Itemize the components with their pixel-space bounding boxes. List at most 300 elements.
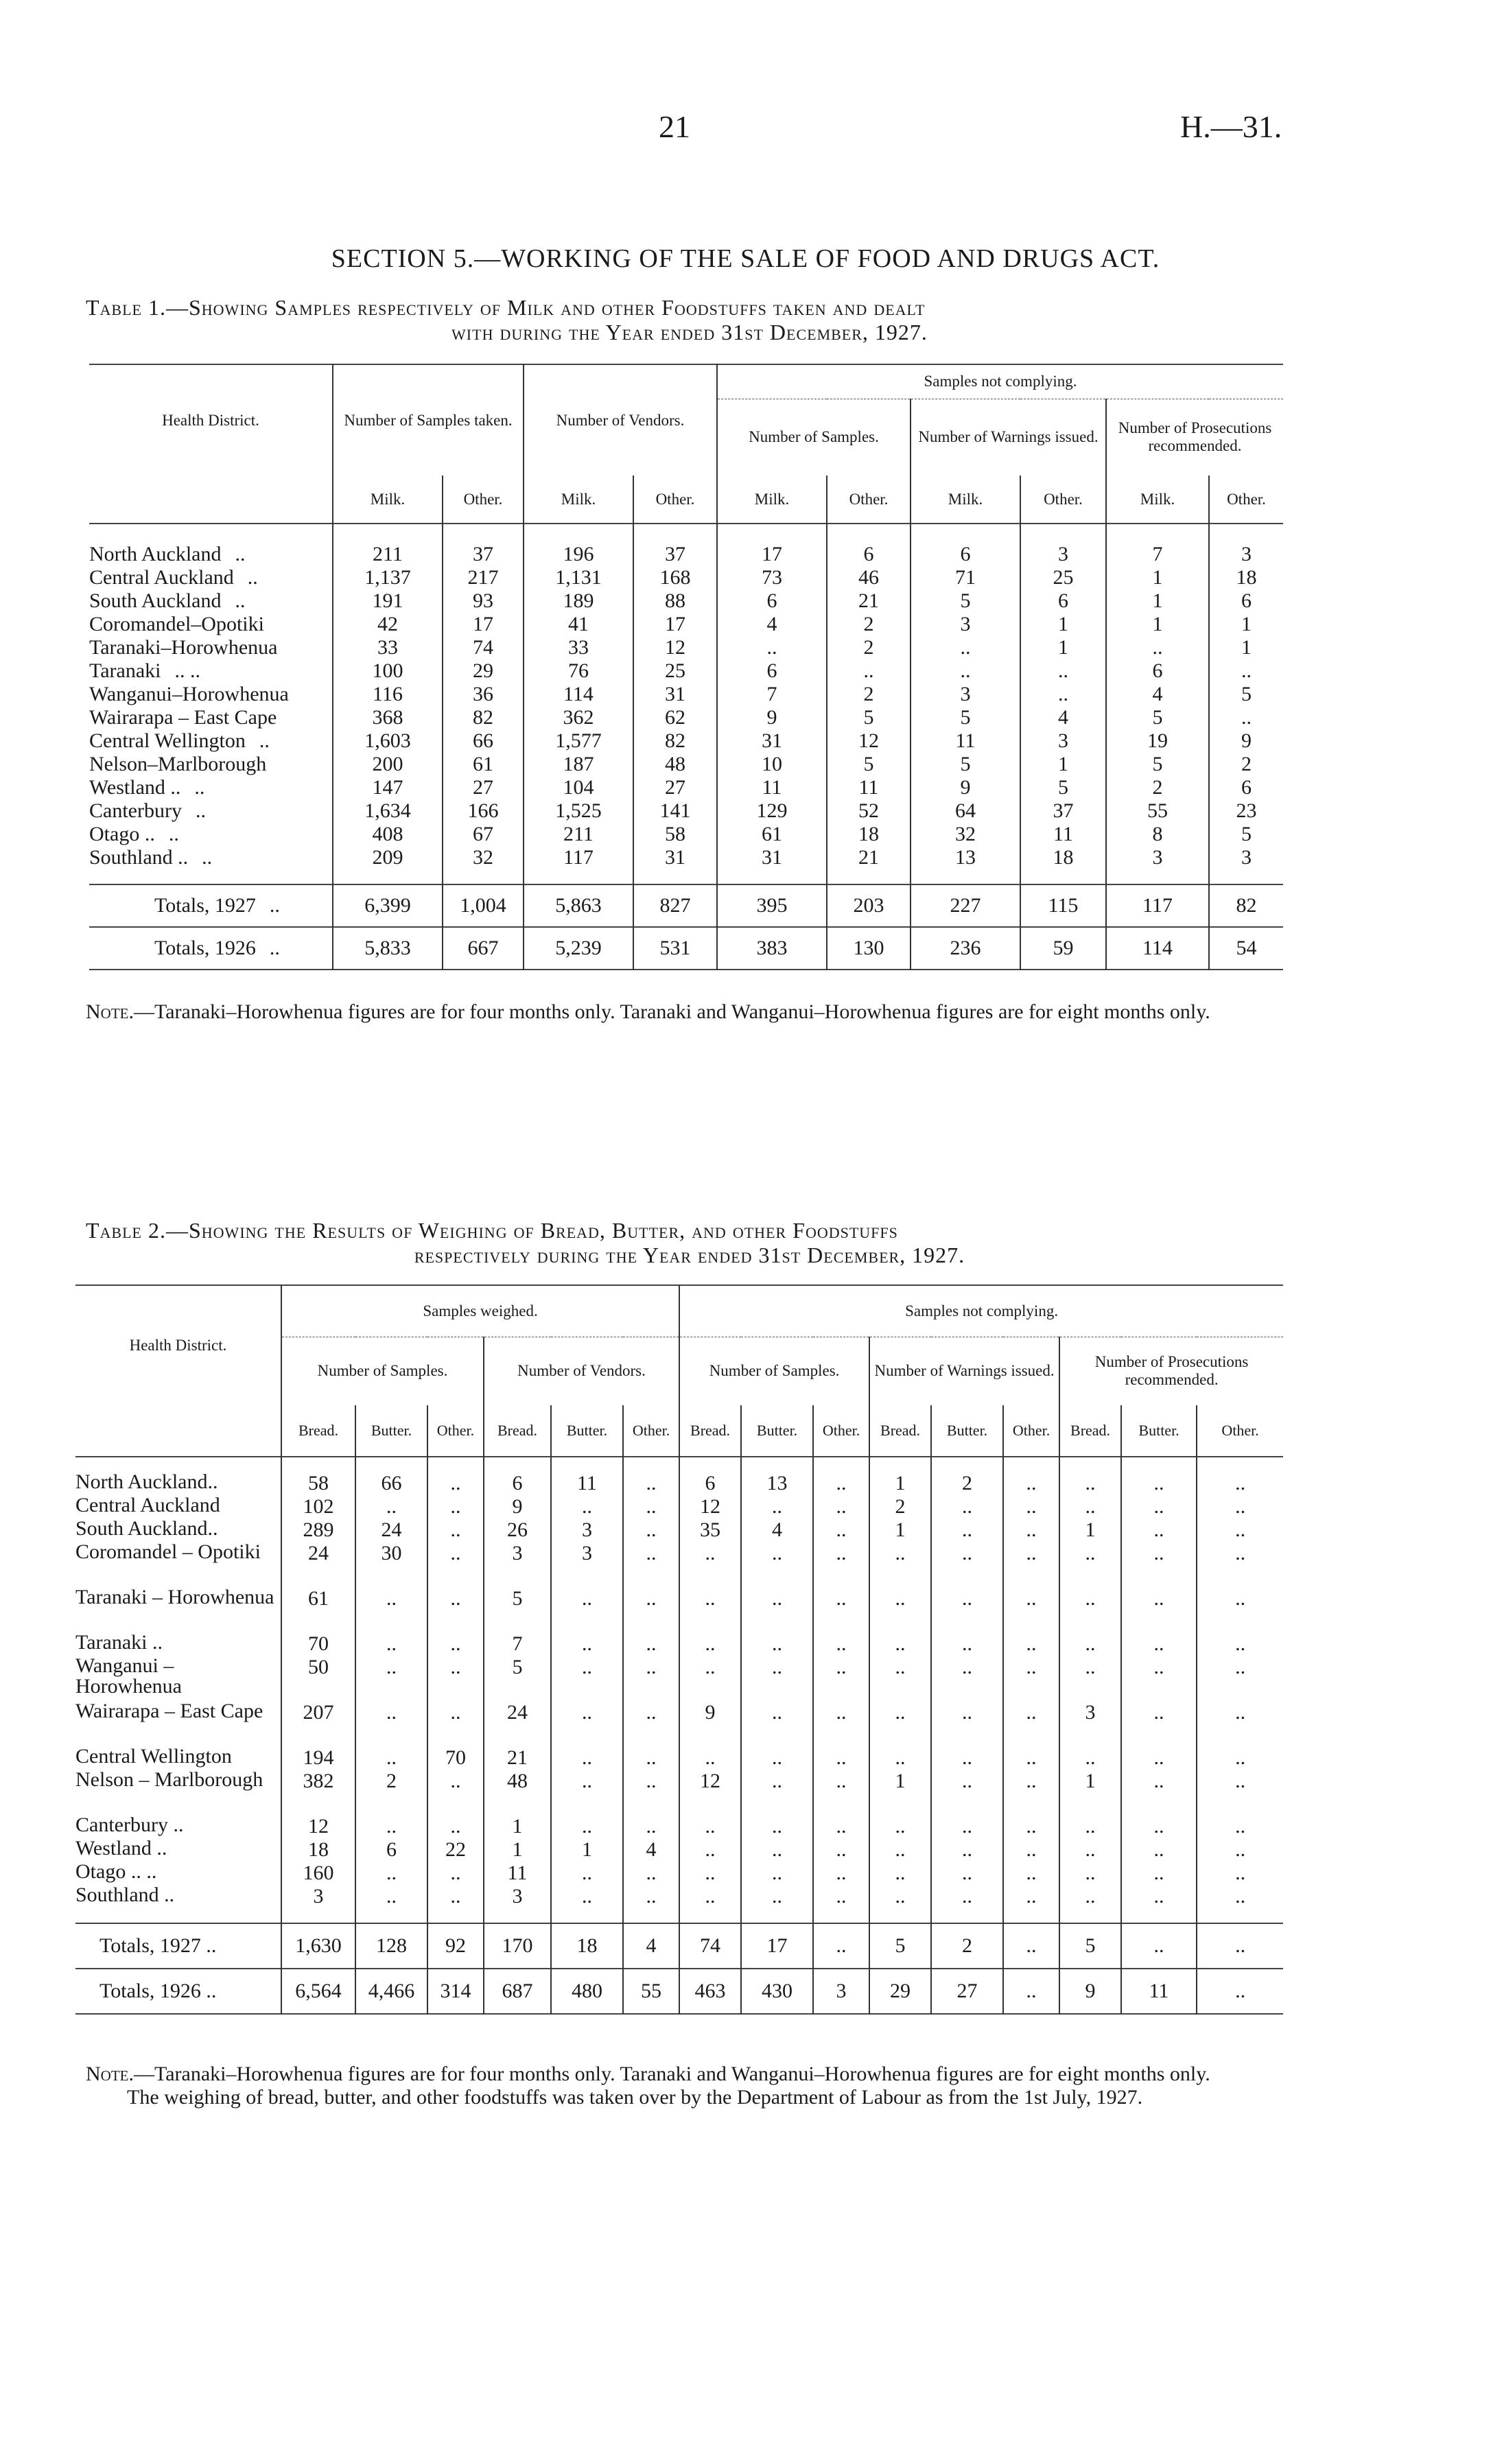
value-cell: 18	[551, 1923, 623, 1969]
value-cell: 1,004	[443, 884, 524, 927]
value-cell: ..	[869, 1746, 931, 1770]
district-name: Westland ..	[89, 776, 181, 799]
value-cell: ..	[679, 1746, 741, 1770]
value-cell: 42	[333, 613, 443, 636]
value-cell: ..	[717, 636, 827, 659]
value-cell: ..	[1003, 1862, 1059, 1885]
district-name: Westland ..	[75, 1837, 167, 1859]
value-cell: ..	[1059, 1862, 1121, 1885]
value-cell: 54	[1209, 927, 1283, 970]
value-cell: ..	[1059, 1495, 1121, 1518]
value-cell: ..	[1121, 1838, 1197, 1862]
value-cell: ..	[869, 1885, 931, 1908]
value-cell: 3	[1209, 543, 1283, 566]
value-cell: 17	[633, 613, 717, 636]
t2-sub-other: Other.	[427, 1405, 484, 1457]
value-cell: 4	[741, 1518, 813, 1542]
value-cell: 4	[623, 1838, 679, 1862]
value-cell: ..	[623, 1495, 679, 1518]
t2-sub-other: Other.	[813, 1405, 869, 1457]
value-cell: 1,131	[524, 566, 633, 589]
value-cell: 5	[1059, 1923, 1121, 1969]
value-cell: ..	[741, 1862, 813, 1885]
value-cell: 6,564	[281, 1969, 355, 2014]
value-cell: 1	[1209, 613, 1283, 636]
t2-sub-bread: Bread.	[484, 1405, 551, 1457]
value-cell: ..	[1003, 1656, 1059, 1701]
value-cell: ..	[679, 1632, 741, 1656]
t2-sub-other: Other.	[1003, 1405, 1059, 1457]
value-cell: ..	[551, 1632, 623, 1656]
district-name: Nelson–Marlborough	[89, 753, 267, 775]
table-row	[89, 799, 1283, 823]
value-cell: 5	[1209, 683, 1283, 706]
value-cell: 211	[524, 823, 633, 846]
district-cell	[89, 636, 333, 659]
value-cell: 27	[931, 1969, 1003, 2014]
value-cell: ..	[1059, 1838, 1121, 1862]
district-name: Coromandel – Opotiki	[75, 1540, 261, 1563]
value-cell: 129	[717, 799, 827, 823]
value-cell: ..	[931, 1862, 1003, 1885]
value-cell: 6	[827, 543, 911, 566]
value-cell: ..	[813, 1885, 869, 1908]
district-cell	[89, 846, 333, 869]
t2-sub-butter: Butter.	[1121, 1405, 1197, 1457]
table2-note	[86, 2063, 1293, 2109]
value-cell: 203	[827, 884, 911, 927]
value-cell: 29	[443, 659, 524, 683]
table-row	[89, 846, 1283, 869]
value-cell: 1,603	[333, 729, 443, 753]
value-cell: 5,833	[333, 927, 443, 970]
value-cell: ..	[1197, 1885, 1283, 1908]
value-cell: 93	[443, 589, 524, 613]
value-cell: 12	[679, 1770, 741, 1815]
value-cell: 11	[1121, 1969, 1197, 2014]
district-cell	[89, 566, 333, 589]
district-cell	[89, 927, 333, 970]
value-cell: ..	[427, 1815, 484, 1838]
value-cell: 117	[524, 846, 633, 869]
value-cell: 1,525	[524, 799, 633, 823]
row-spacer	[89, 524, 1283, 543]
value-cell: ..	[931, 1701, 1003, 1746]
value-cell: ..	[1003, 1923, 1059, 1969]
value-cell: 70	[427, 1746, 484, 1770]
value-cell: ..	[1121, 1542, 1197, 1587]
value-cell: 70	[281, 1632, 355, 1656]
value-cell: ..	[1209, 706, 1283, 729]
value-cell: 18	[827, 823, 911, 846]
value-cell: 64	[911, 799, 1020, 823]
value-cell: 6	[679, 1472, 741, 1495]
value-cell: 166	[443, 799, 524, 823]
value-cell: 2	[1106, 776, 1209, 799]
value-cell: ..	[1003, 1746, 1059, 1770]
district-name: North Auckland	[89, 543, 222, 565]
value-cell: ..	[551, 1495, 623, 1518]
value-cell: 1	[551, 1838, 623, 1862]
t1-sub-milk: Milk.	[717, 476, 827, 524]
value-cell: ..	[623, 1472, 679, 1495]
value-cell: ..	[355, 1495, 427, 1518]
value-cell: 22	[427, 1838, 484, 1862]
value-cell: ..	[551, 1862, 623, 1885]
table1-note-text: —Taranaki–Horowhenua figures are for four months only. Taranaki and Wanganui–Horowhenua figures are for eight months only.	[134, 1000, 1210, 1023]
totals-row	[89, 884, 1283, 927]
value-cell: ..	[813, 1701, 869, 1746]
t2-header-nc-prosecutions: Number of Prosecutions recommended.	[1059, 1337, 1283, 1405]
value-cell: 6	[717, 659, 827, 683]
value-cell: ..	[427, 1770, 484, 1815]
value-cell: ..	[1020, 659, 1106, 683]
value-cell: ..	[931, 1518, 1003, 1542]
value-cell: 6,399	[333, 884, 443, 927]
value-cell: 37	[1020, 799, 1106, 823]
value-cell: ..	[911, 659, 1020, 683]
value-cell: 41	[524, 613, 633, 636]
section-title: SECTION 5.—WORKING OF THE SALE OF FOOD AND DRUGS ACT.	[331, 244, 1160, 273]
value-cell: 3	[484, 1542, 551, 1587]
leader-dots: ..	[269, 937, 280, 959]
value-cell: ..	[1197, 1656, 1283, 1701]
value-cell: ..	[1197, 1923, 1283, 1969]
value-cell: 66	[443, 729, 524, 753]
value-cell: ..	[1209, 659, 1283, 683]
value-cell: ..	[427, 1518, 484, 1542]
t1-sub-other: Other.	[827, 476, 911, 524]
value-cell: ..	[623, 1815, 679, 1838]
table-row	[89, 753, 1283, 776]
value-cell: 4	[623, 1923, 679, 1969]
value-cell: ..	[1059, 1587, 1121, 1632]
value-cell: ..	[679, 1656, 741, 1701]
value-cell: 6	[1106, 659, 1209, 683]
value-cell: ..	[1197, 1495, 1283, 1518]
value-cell: 3	[551, 1518, 623, 1542]
value-cell: ..	[1059, 1656, 1121, 1701]
t1-header-nc-prosecutions: Number of Prosecutions recommended.	[1106, 399, 1283, 476]
value-cell: ..	[931, 1770, 1003, 1815]
value-cell: 48	[484, 1770, 551, 1815]
value-cell: 170	[484, 1923, 551, 1969]
value-cell: ..	[931, 1632, 1003, 1656]
value-cell: ..	[931, 1746, 1003, 1770]
value-cell: 46	[827, 566, 911, 589]
value-cell: 9	[717, 706, 827, 729]
value-cell: 9	[679, 1701, 741, 1746]
value-cell: ..	[1197, 1862, 1283, 1885]
value-cell: ..	[623, 1542, 679, 1587]
value-cell: 1	[1020, 636, 1106, 659]
value-cell: ..	[355, 1746, 427, 1770]
value-cell: 200	[333, 753, 443, 776]
value-cell: 7	[484, 1632, 551, 1656]
value-cell: 25	[1020, 566, 1106, 589]
table-row	[75, 1815, 1283, 1838]
value-cell: 32	[911, 823, 1020, 846]
value-cell: 2	[869, 1495, 931, 1518]
value-cell: 11	[551, 1472, 623, 1495]
row-spacer	[75, 1457, 1283, 1472]
value-cell: ..	[355, 1862, 427, 1885]
value-cell: 114	[524, 683, 633, 706]
value-cell: 217	[443, 566, 524, 589]
value-cell: 6	[1209, 589, 1283, 613]
t2-sub-other: Other.	[623, 1405, 679, 1457]
table-row	[75, 1518, 1283, 1542]
value-cell: 6	[1209, 776, 1283, 799]
value-cell: 27	[633, 776, 717, 799]
value-cell: 1	[869, 1518, 931, 1542]
value-cell: ..	[623, 1632, 679, 1656]
district-cell	[89, 613, 333, 636]
district-name: Wairarapa – East Cape	[75, 1700, 263, 1722]
value-cell: ..	[1059, 1632, 1121, 1656]
value-cell: ..	[551, 1656, 623, 1701]
table-row	[75, 1746, 1283, 1770]
value-cell: 37	[633, 543, 717, 566]
table-row	[75, 1632, 1283, 1656]
district-name: Central Wellington	[89, 729, 246, 752]
value-cell: ..	[1197, 1587, 1283, 1632]
value-cell: 209	[333, 846, 443, 869]
table2-caption	[86, 1218, 1293, 1267]
leader-dots: ..	[259, 729, 270, 752]
value-cell: ..	[679, 1885, 741, 1908]
value-cell: ..	[1003, 1542, 1059, 1587]
table-row	[75, 1542, 1283, 1587]
t2-sub-bread: Bread.	[869, 1405, 931, 1457]
value-cell: 9	[911, 776, 1020, 799]
value-cell: ..	[827, 659, 911, 683]
document-reference: H.—31.	[1180, 109, 1282, 144]
t1-sub-milk: Milk.	[333, 476, 443, 524]
value-cell: ..	[741, 1815, 813, 1838]
value-cell: 2	[931, 1472, 1003, 1495]
value-cell: ..	[869, 1542, 931, 1587]
value-cell: ..	[355, 1656, 427, 1701]
t1-header-vendors: Number of Vendors.	[524, 364, 717, 476]
t2-sub-bread: Bread.	[281, 1405, 355, 1457]
value-cell: 17	[741, 1923, 813, 1969]
value-cell: 5	[869, 1923, 931, 1969]
value-cell: ..	[931, 1587, 1003, 1632]
value-cell: 1	[869, 1770, 931, 1815]
value-cell: ..	[355, 1701, 427, 1746]
district-name: Southland ..	[89, 846, 189, 869]
value-cell: ..	[1059, 1815, 1121, 1838]
district-name: North Auckland..	[75, 1470, 218, 1493]
value-cell: 19	[1106, 729, 1209, 753]
t1-header-nc-samples: Number of Samples.	[717, 399, 911, 476]
value-cell: 207	[281, 1701, 355, 1746]
table2-header	[75, 1285, 1283, 1457]
t2-sub-other: Other.	[1197, 1405, 1283, 1457]
leader-dots: .. ..	[174, 659, 201, 682]
value-cell: 383	[717, 927, 827, 970]
district-name: Otago .. ..	[75, 1860, 157, 1883]
value-cell: 1	[1020, 613, 1106, 636]
value-cell: 50	[281, 1656, 355, 1701]
value-cell: 6	[717, 589, 827, 613]
value-cell: ..	[813, 1656, 869, 1701]
value-cell: ..	[813, 1923, 869, 1969]
district-name: Otago ..	[89, 823, 155, 845]
value-cell: 3	[1020, 543, 1106, 566]
value-cell: 88	[633, 589, 717, 613]
value-cell: 368	[333, 706, 443, 729]
value-cell: ..	[1121, 1587, 1197, 1632]
value-cell: ..	[1121, 1518, 1197, 1542]
t2-header-district: Health District.	[129, 1337, 227, 1354]
value-cell: 5	[911, 589, 1020, 613]
district-cell	[89, 729, 333, 753]
value-cell: ..	[1197, 1632, 1283, 1656]
value-cell: ..	[813, 1632, 869, 1656]
value-cell: ..	[623, 1885, 679, 1908]
table1-caption-line2: with during the Year ended 31st December, 1927.	[451, 320, 928, 344]
value-cell: 82	[633, 729, 717, 753]
value-cell: ..	[869, 1701, 931, 1746]
value-cell: 194	[281, 1746, 355, 1770]
value-cell: 6	[484, 1472, 551, 1495]
value-cell: 1	[1106, 589, 1209, 613]
table2-caption-line2: respectively during the Year ended 31st December, 1927.	[414, 1243, 965, 1267]
value-cell: 13	[911, 846, 1020, 869]
value-cell: 37	[443, 543, 524, 566]
value-cell: 1	[1020, 753, 1106, 776]
t2-sub-bread: Bread.	[679, 1405, 741, 1457]
value-cell: 1,634	[333, 799, 443, 823]
value-cell: ..	[813, 1495, 869, 1518]
value-cell: ..	[741, 1587, 813, 1632]
value-cell: 21	[484, 1746, 551, 1770]
value-cell: 9	[1059, 1969, 1121, 2014]
table2-caption-line1: Table 2.—Showing the Results of Weighing of Bread, Butter, and other Foodstuffs	[86, 1218, 898, 1243]
row-spacer	[89, 869, 1283, 884]
value-cell: 31	[717, 846, 827, 869]
value-cell: 11	[1020, 823, 1106, 846]
value-cell: ..	[427, 1495, 484, 1518]
t1-sub-other: Other.	[1020, 476, 1106, 524]
value-cell: ..	[1197, 1542, 1283, 1587]
value-cell: 9	[484, 1495, 551, 1518]
district-name: Southland ..	[75, 1884, 175, 1906]
value-cell: ..	[741, 1495, 813, 1518]
value-cell: 5,239	[524, 927, 633, 970]
value-cell: 82	[443, 706, 524, 729]
value-cell: 1	[1059, 1770, 1121, 1815]
value-cell: 17	[717, 543, 827, 566]
value-cell: 4,466	[355, 1969, 427, 2014]
value-cell: 82	[1209, 884, 1283, 927]
value-cell: 5	[827, 753, 911, 776]
value-cell: 5	[484, 1656, 551, 1701]
value-cell: 115	[1020, 884, 1106, 927]
district-cell	[89, 683, 333, 706]
table1-note	[86, 1000, 1293, 1024]
value-cell: ..	[1121, 1746, 1197, 1770]
value-cell: 3	[1106, 846, 1209, 869]
t1-sub-milk: Milk.	[524, 476, 633, 524]
t2-header-samples-weighed: Samples weighed.	[281, 1285, 679, 1337]
table-row	[75, 1587, 1283, 1632]
value-cell: 1	[869, 1472, 931, 1495]
value-cell: ..	[741, 1656, 813, 1701]
row-spacer	[75, 1908, 1283, 1923]
value-cell: ..	[869, 1656, 931, 1701]
value-cell: 667	[443, 927, 524, 970]
value-cell: 1,577	[524, 729, 633, 753]
value-cell: 5	[1106, 753, 1209, 776]
value-cell: ..	[813, 1518, 869, 1542]
district-name: Nelson – Marlborough	[75, 1768, 263, 1791]
value-cell: 33	[333, 636, 443, 659]
value-cell: ..	[911, 636, 1020, 659]
district-cell	[89, 799, 333, 823]
value-cell: ..	[869, 1587, 931, 1632]
value-cell: 1,137	[333, 566, 443, 589]
value-cell: ..	[813, 1587, 869, 1632]
value-cell: 3	[1020, 729, 1106, 753]
district-name: Totals, 1927 ..	[99, 1934, 217, 1957]
district-cell	[89, 823, 333, 846]
value-cell: ..	[551, 1746, 623, 1770]
value-cell: 1	[1059, 1518, 1121, 1542]
value-cell: 7	[717, 683, 827, 706]
value-cell: 4	[1020, 706, 1106, 729]
value-cell: ..	[1121, 1472, 1197, 1495]
value-cell: ..	[1003, 1587, 1059, 1632]
value-cell: ..	[741, 1885, 813, 1908]
value-cell: 362	[524, 706, 633, 729]
district-name: Taranaki	[89, 659, 161, 682]
district-name: Wanganui – Horowhenua	[75, 1654, 182, 1698]
value-cell: 18	[1209, 566, 1283, 589]
value-cell: ..	[741, 1632, 813, 1656]
value-cell: 3	[551, 1542, 623, 1587]
t1-sub-other: Other.	[1209, 476, 1283, 524]
value-cell: 160	[281, 1862, 355, 1885]
leader-dots: ..	[194, 776, 205, 799]
t2-sub-bread: Bread.	[1059, 1405, 1121, 1457]
value-cell: 11	[717, 776, 827, 799]
value-cell: ..	[1121, 1885, 1197, 1908]
value-cell: 26	[484, 1518, 551, 1542]
table-row	[75, 1838, 1283, 1862]
district-name: Taranaki–Horowhenua	[89, 636, 278, 659]
value-cell: ..	[1003, 1885, 1059, 1908]
value-cell: 5	[911, 706, 1020, 729]
value-cell: ..	[355, 1885, 427, 1908]
value-cell: 3	[911, 683, 1020, 706]
totals-row	[89, 927, 1283, 970]
table-row	[89, 729, 1283, 753]
value-cell: 5	[1209, 823, 1283, 846]
value-cell: ..	[1020, 683, 1106, 706]
value-cell: ..	[623, 1770, 679, 1815]
value-cell: 2	[931, 1923, 1003, 1969]
value-cell: 23	[1209, 799, 1283, 823]
t2-header-samples: Number of Samples.	[281, 1337, 484, 1405]
table2	[75, 1284, 1283, 2015]
value-cell: ..	[1059, 1885, 1121, 1908]
value-cell: 30	[355, 1542, 427, 1587]
value-cell: 227	[911, 884, 1020, 927]
value-cell: 2	[1209, 753, 1283, 776]
